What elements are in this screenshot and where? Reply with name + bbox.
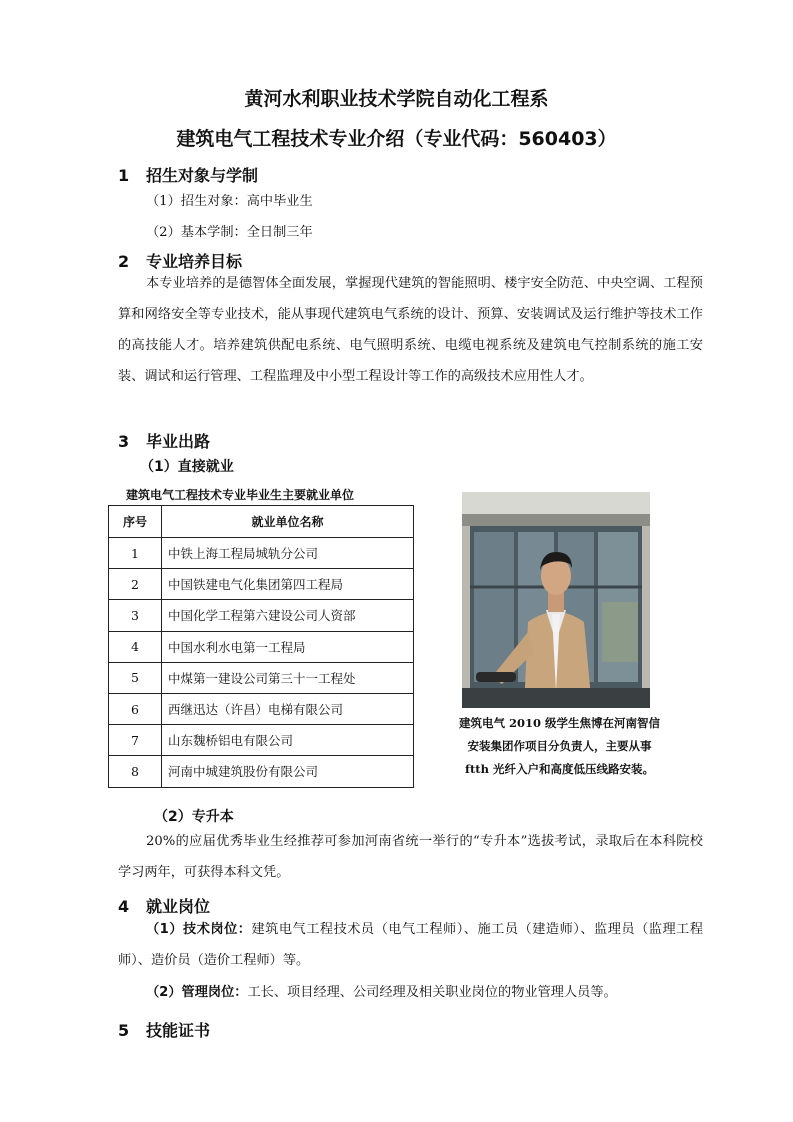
study-duration: （2）基本学制：全日制三年	[146, 225, 313, 240]
section-1-heading	[118, 163, 258, 186]
photo-caption-line: ftth 光纤入户和高度低压线路安装。	[465, 762, 654, 776]
row-index: 5	[109, 662, 162, 693]
table-row	[109, 756, 414, 787]
student-photo-illustration	[462, 492, 650, 708]
table-row	[109, 725, 414, 756]
table-row	[109, 662, 414, 693]
row-index: 6	[109, 693, 162, 724]
direct-employment-heading: （1）直接就业	[140, 459, 234, 475]
row-employer: 河南中城建筑股份有限公司	[162, 756, 414, 787]
table-caption: 建筑电气工程技术专业毕业生主要就业单位	[126, 488, 355, 502]
row-employer: 中煤第一建设公司第三十一工程处	[162, 662, 414, 693]
row-employer: 中国铁建电气化集团第四工程局	[162, 569, 414, 600]
upgrade-paragraph: 20%的应届优秀毕业生经推荐可参加河南省统一举行的“专升本”选拔考试，录取后在本科院校学习两年，可获得本科文凭。	[118, 834, 703, 880]
table-row	[109, 600, 414, 631]
management-positions-text: 工长、项目经理、公司经理及相关职业岗位的物业管理人员等。	[247, 985, 617, 1000]
row-employer: 中铁上海工程局城轨分公司	[162, 538, 414, 569]
technical-positions-label: （1）技术岗位：	[146, 922, 252, 937]
section-title: 毕业出路	[146, 432, 211, 451]
table-header-row	[109, 506, 414, 538]
section-title: 招生对象与学制	[146, 166, 259, 185]
training-goal-paragraph: 本专业培养的是德智体全面发展，掌握现代建筑的智能照明、楼宇安全防范、中央空调、工程预算和网络安全等专业技术，能从事现代建筑电气系统的设计、预算、安装调试及运行维护等技术工作的高技能人才。培养建筑供配电系统、电气照明系统、电缆电视系统及建筑电气控制系统的施工安装、调试和运行管理、工程监理及中小型工程设计等工作的高级技术应用性人才。	[118, 276, 703, 384]
management-positions-label: （2）管理岗位：	[146, 985, 248, 1000]
photo-caption-line: 建筑电气 2010 级学生焦博在河南智信	[458, 716, 660, 730]
row-employer: 中国化学工程第六建设公司人资部	[162, 600, 414, 631]
section-title: 就业岗位	[146, 897, 211, 916]
page-subtitle: 建筑电气工程技术专业介绍（专业代码：560403）	[176, 128, 617, 150]
table-row	[109, 569, 414, 600]
technical-positions-text: 建筑电气工程技术员（电气工程师）、施工员（建造师）、监理员（监理工程师）、造价员（造价工程师）等。	[118, 922, 704, 968]
section-5-heading	[118, 1018, 210, 1041]
row-index: 3	[109, 600, 162, 631]
section-number: 5	[118, 1021, 130, 1040]
row-employer: 中国水利水电第一工程局	[162, 631, 414, 662]
photo-caption	[452, 712, 667, 781]
student-photo	[462, 492, 650, 708]
section-number: 4	[118, 897, 130, 916]
row-index: 2	[109, 569, 162, 600]
section-number: 1	[118, 166, 130, 185]
column-header-index: 序号	[109, 506, 162, 538]
employer-table	[108, 505, 414, 788]
table-row	[109, 631, 414, 662]
row-employer: 山东魏桥铝电有限公司	[162, 725, 414, 756]
enrollment-target: （1）招生对象：高中毕业生	[146, 194, 313, 209]
section-number: 2	[118, 252, 130, 271]
page-title: 黄河水利职业技术学院自动化工程系	[244, 88, 549, 110]
section-number: 3	[118, 432, 130, 451]
upgrade-heading: （2）专升本	[154, 809, 234, 825]
table-row	[109, 538, 414, 569]
row-index: 4	[109, 631, 162, 662]
row-index: 1	[109, 538, 162, 569]
row-index: 7	[109, 725, 162, 756]
section-title: 技能证书	[146, 1021, 211, 1040]
row-employer: 西继迅达（许昌）电梯有限公司	[162, 693, 414, 724]
column-header-name: 就业单位名称	[162, 506, 414, 538]
section-3-heading	[118, 429, 210, 452]
photo-caption-line: 安装集团作项目分负责人，主要从事	[467, 739, 652, 753]
management-positions	[118, 977, 703, 1008]
technical-positions	[118, 914, 703, 976]
row-index: 8	[109, 756, 162, 787]
table-row	[109, 693, 414, 724]
section-title: 专业培养目标	[146, 252, 243, 271]
